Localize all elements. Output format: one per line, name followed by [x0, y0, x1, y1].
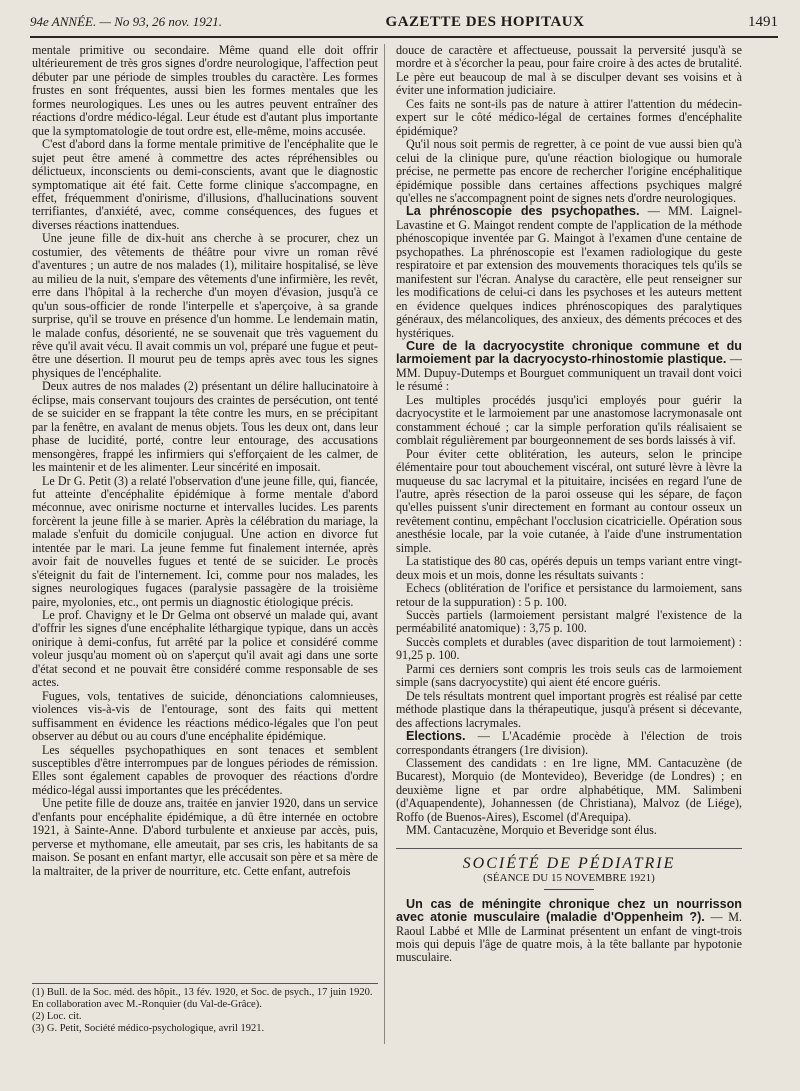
article-phrenoscopie [396, 205, 742, 340]
short-divider [544, 889, 594, 890]
article-lead: — M. Raoul Labbé et Mlle de Larminat présentent un enfant de vingt-trois mois qui depuis l'âge de quatre mois, à la tête ballante par hypotonie musculaire. [396, 910, 742, 965]
page-number: 1491 [748, 14, 778, 30]
paragraph: Succès partiels (larmoiement persistant malgré l'existence de la perméabilité anatomique) : 3,75 p. 100. [396, 608, 742, 636]
paragraph: Deux autres de nos malades (2) présentant un délire hallucinatoire à éclipse, mais conservant toujours des craintes de persécution, ont tenté de se suicider en se frappant la tête contre les murs, en se précipitant par la fenêtre, en avalant de menus objets. Tous les deux ont, dans leur phase de lucidité, porté, contre leur entourage, des accusations mensongères, frappé les infirmiers qui s'efforçaient de les calmer, de les maintenir et de les alimenter. Leur sincérité en imposait. [32, 379, 378, 475]
paragraph: Pour éviter cette oblitération, les auteurs, selon le principe élémentaire pour tout abouchement viscéral, ont suturé lèvre à lèvre la muqueuse du sac lacrymal et la pituitaire, incisées en regard l'une de l'autre, après résection de la paroi osseuse qui les sépare, de façon qu'elles puissent s'unir directement en formant au contour osseux un revêtement continu, empêchant l'occlusion cicatricielle. Opération sous anesthésie locale, par la voie cutanée, à l'aide d'une instrumentation simple. [396, 446, 742, 555]
page-header [30, 14, 778, 38]
paragraph: mentale primitive ou secondaire. Même quand elle doit offrir ultérieurement de très gros signes d'ordre neurologique, l'affection peut débuter par une période de simples troubles du caractère. Les formes frustes en sont fréquentes, aussi bien les formes mentales que les formes neurologiques. Les unes ou les autres peuvent entraîner des réactions d'ordre médico-légal. Leur étude est d'autant plus importante que la symptomatologie de tout ordre est, elle-même, moins accusée. [32, 44, 378, 138]
paragraph: Ces faits ne sont-ils pas de nature à attirer l'attention du médecin-expert sur le côté médico-légal de certaines formes d'encéphalite épidémique? [396, 96, 742, 138]
article-title: Cure de la dacryocystite chronique commune et du larmoiement par la dacryocysto-rhinostomie plastique. [396, 338, 742, 367]
paragraph: douce de caractère et affectueuse, poussait la perversité jusqu'à se mordre et à s'écorcher la peau, pour faire croire à des actes de brutalité. Le père eut beaucoup de mal à se disculper devant ses voisins et à éviter une information judiciaire. [396, 44, 742, 98]
article-title: La phrénoscopie des psychopathes. [406, 204, 640, 219]
paragraph: MM. Cantacuzène, Morquio et Beveridge sont élus. [406, 823, 657, 838]
article-lead: — MM. Dupuy-Dutemps et Bourguet communiquent un travail dont voici le résumé : [396, 352, 742, 394]
paragraph: La statistique des 80 cas, opérés depuis un temps variant entre vingt-deux mois et un mois, donne les résultats suivants : [396, 554, 742, 582]
society-title: SOCIÉTÉ DE PÉDIATRIE [396, 848, 742, 870]
footnote: (3) G. Petit, Société médico-psychologique, avril 1921. [32, 1023, 265, 1034]
paragraph: Une petite fille de douze ans, traitée en janvier 1920, dans un service d'enfants pour encéphalite épidémique, a dû être internée en octobre 1921, à Sainte-Anne. D'abord turbulente et anxieuse par accès, puis, perverse et mythomane, elle ameutait, par ses cris, les habitants de sa maison. Se posant en enfant martyr, elle accusait son père et sa mère de la maltraiter, de la priver de nourriture, etc. Cette enfant, autrefois [32, 796, 378, 878]
paragraph: Une jeune fille de dix-huit ans cherche à se procurer, chez un costumier, des vêtements de théâtre pour vivre un roman rêvé d'aventures ; un autre de nos malades (1), militaire hospitalisé, se lève au milieu de la nuit, s'empare des vêtements d'une infirmière, les revêt, erre dans l'hôpital à la recherche d'un moyen d'évasion, jusqu'à ce qu'un sous-officier de ronde l'interpelle et s'aperçoive, à sa grande surprise, qu'il se trouve en présence d'un homme. Le lendemain matin, le malade confus, désorienté, ne se souvenait que très vaguement du rêve qu'il avait vécu. Il avait commis un vol, préparé une fugue et peut-être une désertion. Il mourut peu de temps après avec tous les signes physiques de l'encéphalite. [32, 231, 378, 380]
column-divider [384, 44, 385, 1044]
paragraph: Classement des candidats : en 1re ligne, MM. Cantacuzène (de Bucarest), Morquio (de Montevideo), Beveridge (de Londres) ; en deuxième ligne et par ordre alphabétique, MM. Salimbeni (d'Aquapendente), Johannessen (de Christiana), Malvoz (de Liége), Roffo (de Buenos-Aires), Escomel (d'Arequipa). [396, 756, 742, 824]
article-lead: — MM. Laignel-Lavastine et G. Maingot rendent compte de l'application de la méthode phénoscopique inventée par G. Maingot à l'examen d'une centaine de psychopathes. La phrénoscopie est l'examen radiologique du geste respiratoire et par extension des mouvements thoraciques tels qu'ils se manifestent sur l'écran. Analyse du caractère, elle peut renseigner sur les modifications de celui-ci dans les psychoses et les auteurs mettent en évidence quelques indices phrénoscopiques des paralytiques généraux, des mélancoliques, des anxieux, des déments précoces et des hystériques. [396, 204, 742, 340]
paragraph: Les séquelles psychopathiques en sont tenaces et semblent susceptibles d'être interrompues par de longues périodes de rémission. Elles sont également capables de provoquer des réactions d'ordre médico-légal aussi importantes que les précédentes. [32, 742, 378, 797]
society-session: (SÉANCE DU 15 NOVEMBRE 1921) [483, 872, 655, 885]
footnote: (1) Bull. de la Soc. méd. des hôpit., 13 fév. 1920, et Soc. de psych., 17 juin 1920. En collaboration avec M.-Ronquier (du Val-de-Grâce). [32, 987, 373, 1010]
publication-title: GAZETTE DES HOPITAUX [385, 14, 585, 30]
paragraph: Les multiples procédés jusqu'ici employés pour guérir la dacryocystite et le larmoiement par une anastomose lacrymonasale ont constamment échoué ; car la simple perforation qu'ils réalisaient se comblait régulièrement par bourgeonnement de ses bords laissés à vif. [396, 392, 742, 448]
article-title: Un cas de méningite chronique chez un nourrisson avec atonie musculaire (maladie d'Oppenheim ?). [396, 896, 742, 925]
paragraph: Le Dr G. Petit (3) a relaté l'observation d'une jeune fille, qui, fiancée, fut atteinte d'encéphalite épidémique à forme mentale d'abord méconnue, avec onirisme nocturne et intervalles lucides. Les parents forcèrent la jeune fille à se marier. Après la célébration du mariage, la malade s'enfuit du domicile conjugual. Une action en divorce fut intentée par le mari. La jeune femme fut finalement internée, après avoir fait de nouvelles fugues et tenté de se suicider. Le procès s'éteignit du fait de l'internement. Ici, comme pour nos malades, les signes neurologiques fugaces (paralysie passagère de la troisième paire, myolonies, etc., ont permis un diagnostic étiologique précis. [32, 473, 378, 609]
paragraph: Fugues, vols, tentatives de suicide, dénonciations calomnieuses, violences vis-à-vis de l'entourage, sont des faits qui mettent suffisamment en évidence les réactions médico-légales que l'on peut observer au début ou au cours d'une encéphalite épidémique. [32, 688, 378, 744]
paragraph: Succès complets et durables (avec disparition de tout larmoiement) : 91,25 p. 100. [396, 634, 742, 663]
paragraph: Echecs (oblitération de l'orifice et persistance du larmoiement, sans retour de la suppuration) : 5 p. 100. [396, 581, 742, 609]
paragraph: C'est d'abord dans la forme mentale primitive de l'encéphalite que le sujet peut être amené à commettre des actes répréhensibles ou délictueux, inconscients ou demi-conscients, avant que le diagnostic symptomatique ait été fait. Cette forme clinique s'accompagne, en effet, fréquemment d'onirisme, d'illusions, d'hallucinations souvent terrifiantes, d'anxiété, avec, comme conséquences, des fugues et diverses réactions inattendues. [32, 137, 378, 232]
article-dacryocystite [396, 340, 742, 394]
footnotes [32, 983, 378, 1035]
paragraph: De tels résultats montrent quel important progrès est réalisé par cette méthode plastique dans la thérapeutique, jusqu'à présent si décevante, des affections lacrymales. [396, 688, 742, 730]
paragraph: Qu'il nous soit permis de regretter, à ce point de vue aussi bien qu'à celui de la clinique pure, qu'une réaction biologique ou humorale précise, ne permette pas encore de rechercher l'origine encéphalitique épidémique possible dans certaines affections psychiques malgré qu'elles ne s'accompagnent point de signes nets d'ordre neurologiques. [396, 137, 742, 205]
article-meningite [396, 898, 742, 965]
article-lead: — L'Académie procède à l'élection de trois correspondants étrangers (1re division). [396, 729, 742, 757]
paragraph: Le prof. Chavigny et le Dr Gelma ont observé un malade qui, avant d'offrir les signes d'une encéphalite léthargique typique, dans un accès onirique à demi-confus, fut arrêté par la police et considéré comme voleur jusqu'au moment où on s'aperçut qu'il avait agi dans une sorte d'état second et ne pouvait être considéré comme responsable de ses actes. [32, 608, 378, 690]
issue-info: 94e ANNÉE. — No 93, 26 nov. 1921. [30, 14, 222, 29]
article-title: Elections. [406, 729, 466, 744]
left-column [32, 44, 378, 966]
right-column [396, 44, 742, 1084]
footnote: (2) Loc. cit. [32, 1011, 82, 1022]
paragraph: Parmi ces derniers sont compris les trois seuls cas de larmoiement simple (sans dacryocystite) qui aient été encore guéris. [396, 661, 742, 690]
article-elections [396, 730, 742, 757]
